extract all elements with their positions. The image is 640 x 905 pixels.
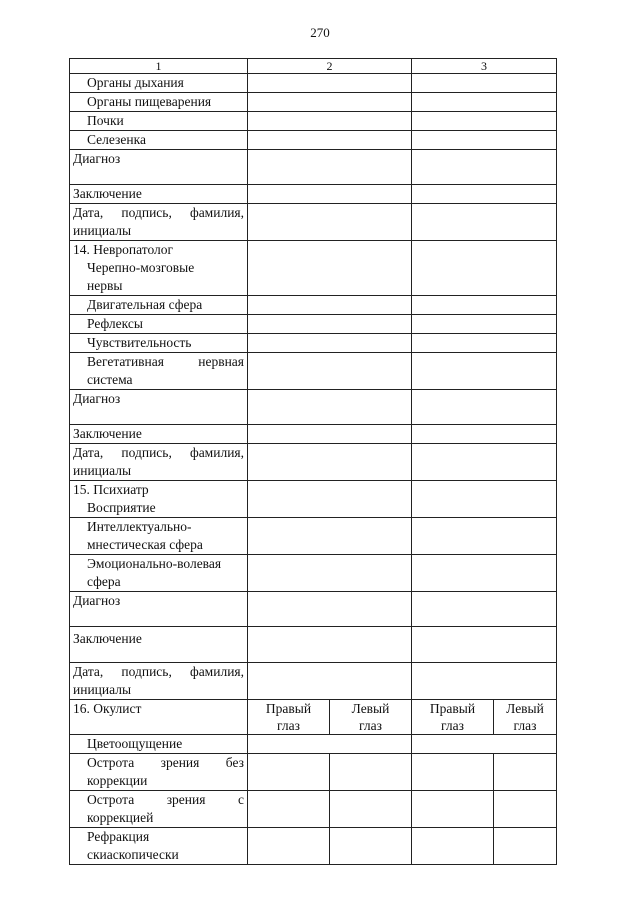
row-label: Органы пищеварения <box>70 93 248 112</box>
input-cell[interactable] <box>330 791 412 828</box>
table-row <box>70 735 557 754</box>
table-row <box>70 425 557 444</box>
table-row <box>70 150 557 185</box>
row-label: Заключение <box>70 185 248 204</box>
input-cell[interactable] <box>412 315 557 334</box>
input-cell[interactable] <box>412 390 557 425</box>
row-label: Селезенка <box>70 131 248 150</box>
row-label: Заключение <box>70 425 248 444</box>
input-cell[interactable] <box>248 627 412 663</box>
column-header-2: 2 <box>248 59 412 74</box>
input-cell[interactable] <box>412 663 557 700</box>
table-row <box>70 204 557 241</box>
table-row <box>70 754 557 791</box>
input-cell[interactable] <box>412 791 494 828</box>
table-row <box>70 315 557 334</box>
table-row <box>70 296 557 315</box>
input-cell[interactable] <box>248 444 412 481</box>
row-label: Рефлексы <box>70 315 248 334</box>
input-cell[interactable] <box>412 93 557 112</box>
input-cell[interactable] <box>412 627 557 663</box>
input-cell[interactable] <box>248 663 412 700</box>
row-label: 15. Психиатр Восприятие <box>70 481 248 518</box>
input-cell[interactable] <box>248 592 412 627</box>
table-row <box>70 700 557 735</box>
col2-left-eye-header: Левый глаз <box>330 700 412 735</box>
table-row <box>70 518 557 555</box>
row-label: Эмоционально-волевая сфера <box>70 555 248 592</box>
input-cell[interactable] <box>412 241 557 296</box>
row-label: Органы дыхания <box>70 74 248 93</box>
row-label: Интеллектуально- мнестическая сфера <box>70 518 248 555</box>
column-header-1: 1 <box>70 59 248 74</box>
input-cell[interactable] <box>494 828 557 865</box>
input-cell[interactable] <box>412 334 557 353</box>
input-cell[interactable] <box>248 390 412 425</box>
page-number: 270 <box>310 25 330 40</box>
column-header-row <box>70 59 557 74</box>
col2-right-eye-header: Правый глаз <box>248 700 330 735</box>
input-cell[interactable] <box>248 555 412 592</box>
input-cell[interactable] <box>494 754 557 791</box>
row-label: Острота зрения без коррекции <box>70 754 248 791</box>
input-cell[interactable] <box>248 74 412 93</box>
input-cell[interactable] <box>412 444 557 481</box>
input-cell[interactable] <box>412 185 557 204</box>
input-cell[interactable] <box>412 592 557 627</box>
input-cell[interactable] <box>412 481 557 518</box>
input-cell[interactable] <box>412 828 494 865</box>
input-cell[interactable] <box>248 425 412 444</box>
col3-right-eye-header: Правый глаз <box>412 700 494 735</box>
input-cell[interactable] <box>412 555 557 592</box>
table-row <box>70 444 557 481</box>
row-label: Острота зрения с коррекцией <box>70 791 248 828</box>
col3-left-eye-header: Левый глаз <box>494 700 557 735</box>
input-cell[interactable] <box>248 754 330 791</box>
input-cell[interactable] <box>248 112 412 131</box>
row-label: 14. Невропатолог Черепно-мозговые нервы <box>70 241 248 296</box>
column-header-3: 3 <box>412 59 557 74</box>
input-cell[interactable] <box>330 754 412 791</box>
table-row <box>70 112 557 131</box>
table-row <box>70 627 557 663</box>
input-cell[interactable] <box>412 754 494 791</box>
input-cell[interactable] <box>330 828 412 865</box>
row-label: Чувствительность <box>70 334 248 353</box>
table-row <box>70 131 557 150</box>
input-cell[interactable] <box>412 518 557 555</box>
table-row <box>70 791 557 828</box>
input-cell[interactable] <box>412 150 557 185</box>
input-cell[interactable] <box>248 93 412 112</box>
input-cell[interactable] <box>412 735 557 754</box>
input-cell[interactable] <box>248 353 412 390</box>
table-row <box>70 185 557 204</box>
medical-exam-form-table <box>69 58 557 865</box>
row-label: Вегетативная нервная система <box>70 353 248 390</box>
row-label: Диагноз <box>70 390 248 425</box>
table-row <box>70 390 557 425</box>
table-row <box>70 74 557 93</box>
input-cell[interactable] <box>248 481 412 518</box>
input-cell[interactable] <box>248 131 412 150</box>
table-row <box>70 828 557 865</box>
input-cell[interactable] <box>248 791 330 828</box>
table-row <box>70 592 557 627</box>
input-cell[interactable] <box>412 131 557 150</box>
input-cell[interactable] <box>412 296 557 315</box>
input-cell[interactable] <box>248 315 412 334</box>
input-cell[interactable] <box>248 296 412 315</box>
input-cell[interactable] <box>412 112 557 131</box>
input-cell[interactable] <box>412 425 557 444</box>
input-cell[interactable] <box>248 518 412 555</box>
row-label: Дата, подпись, фамилия, инициалы <box>70 444 248 481</box>
input-cell[interactable] <box>248 241 412 296</box>
row-label: Двигательная сфера <box>70 296 248 315</box>
input-cell[interactable] <box>248 150 412 185</box>
table-row <box>70 241 557 296</box>
row-label: Заключение <box>70 627 248 663</box>
table-row <box>70 481 557 518</box>
table-row <box>70 353 557 390</box>
row-label: Цветоощущение <box>70 735 248 754</box>
input-cell[interactable] <box>412 74 557 93</box>
input-cell[interactable] <box>412 353 557 390</box>
row-label: 16. Окулист <box>70 700 248 735</box>
row-label: Диагноз <box>70 150 248 185</box>
input-cell[interactable] <box>248 334 412 353</box>
row-label: Дата, подпись, фамилия, инициалы <box>70 663 248 700</box>
input-cell[interactable] <box>494 791 557 828</box>
table-row <box>70 555 557 592</box>
row-label: Почки <box>70 112 248 131</box>
input-cell[interactable] <box>248 185 412 204</box>
table-row <box>70 93 557 112</box>
input-cell[interactable] <box>248 828 330 865</box>
input-cell[interactable] <box>248 204 412 241</box>
input-cell[interactable] <box>412 204 557 241</box>
row-label: Дата, подпись, фамилия, инициалы <box>70 204 248 241</box>
row-label: Диагноз <box>70 592 248 627</box>
row-label: Рефракция скиаскопически <box>70 828 248 865</box>
table-row <box>70 663 557 700</box>
input-cell[interactable] <box>248 735 412 754</box>
table-row <box>70 334 557 353</box>
